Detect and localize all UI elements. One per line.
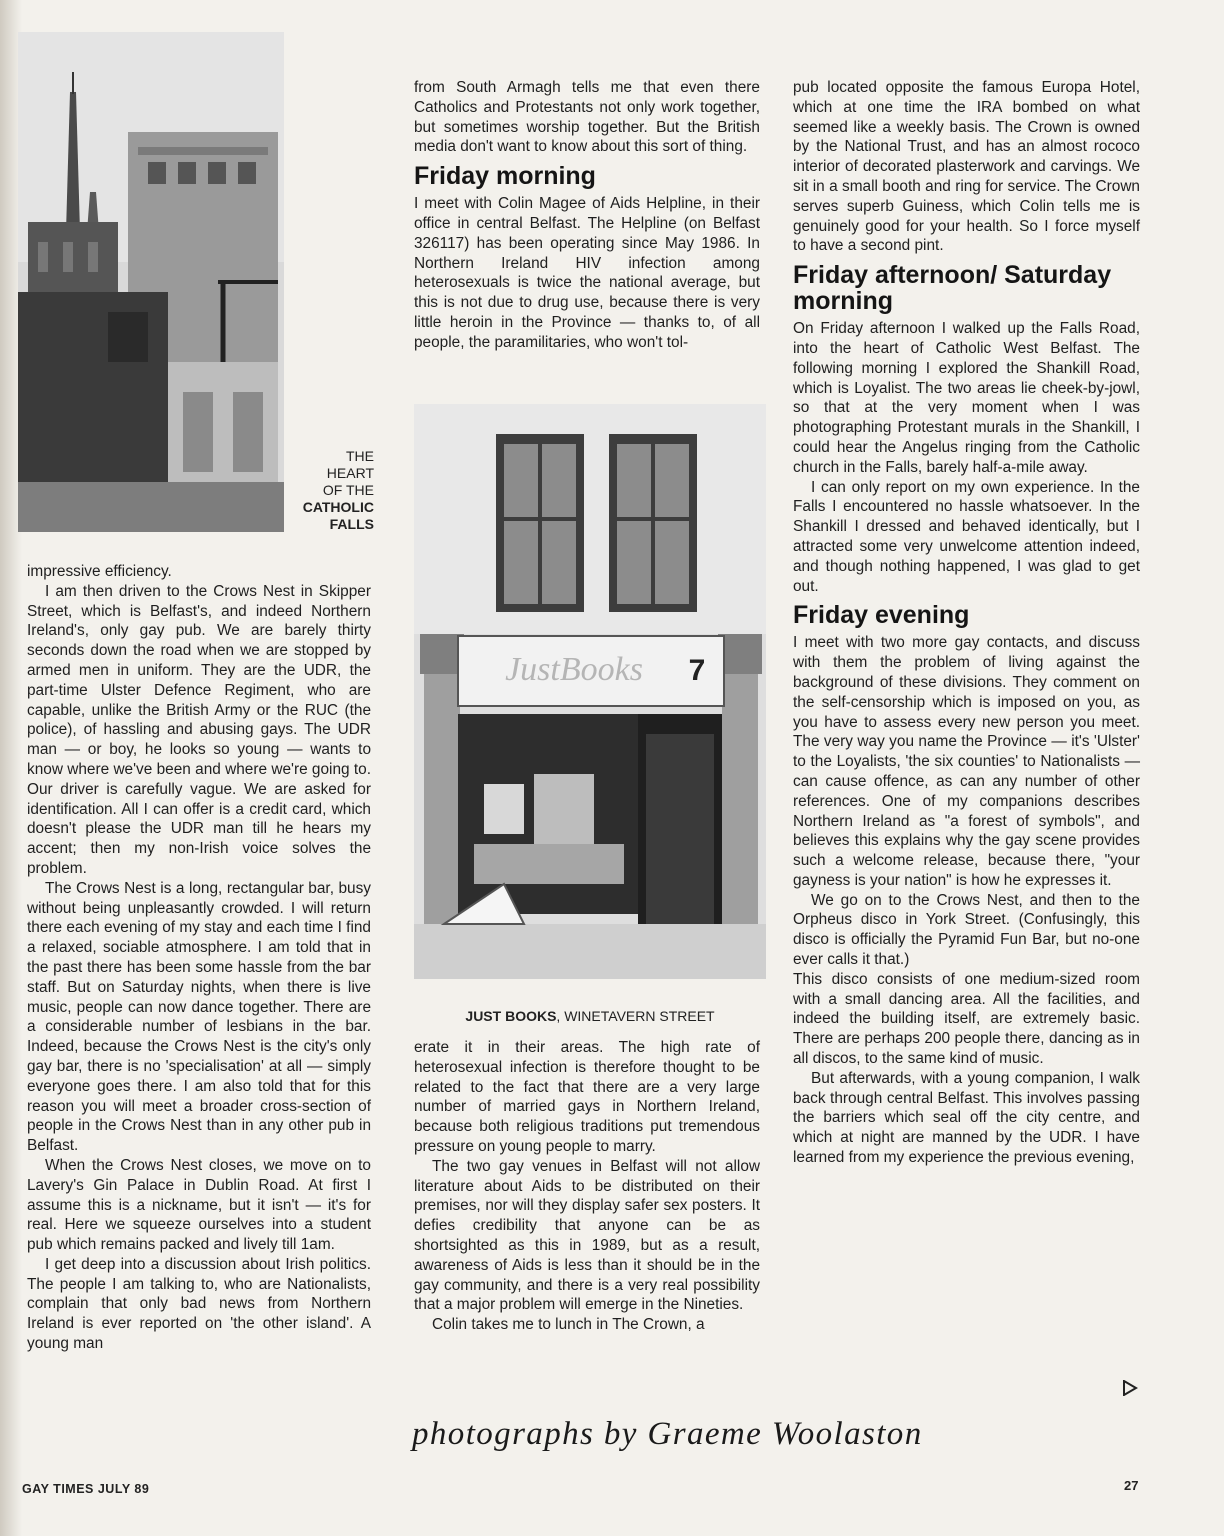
- heading-friday-morning: Friday morning: [414, 162, 596, 191]
- caption-books-bold: JUST BOOKS: [465, 1008, 557, 1024]
- footer-page-number: 27: [1124, 1478, 1139, 1493]
- col2-paragraph-5: Colin takes me to lunch in The Crown, a: [432, 1316, 705, 1334]
- col1-paragraph-1: impressive efficiency.: [27, 563, 172, 580]
- col3-paragraph-3: I can only report on my own experience. In the Falls I encountered no hassle whatsoever. In the Shankill I dressed and behaved identically, but I attracted some very unwelcome attention indeed, and though nothing happened, I was glad to get out.: [793, 478, 1140, 595]
- col2-paragraph-1: from South Armagh tells me that even there Catholics and Protestants not only work together, but sometimes worship together. But the British media don't want to know about this sort of thing.: [414, 79, 760, 156]
- col3-paragraph-5: We go on to the Crows Nest, and then to the Orpheus disco in York Street. (Confusingly, this disco is officially the Pyramid Fun Bar, but no-one ever calls it that.): [793, 891, 1140, 969]
- footer-magazine-issue: GAY TIMES JULY 89: [22, 1482, 150, 1496]
- caption-falls-line2: HEART: [326, 465, 374, 481]
- col3-paragraph-7: But afterwards, with a young companion, I walk back through central Belfast. This involves passing the barriers which seal off the city centre, and which at night are manned by the UDR. I have learned from my experience the previous evening,: [793, 1069, 1140, 1167]
- col1-paragraph-5: I get deep into a discussion about Irish politics. The people I am talking to, who are Nationalists, complain that only bad news from Northern Ireland is ever reported on 'the other island'. A young man: [27, 1255, 371, 1353]
- just-books-shopfront-illustration: [414, 404, 766, 979]
- col3-paragraph-2: On Friday afternoon I walked up the Falls Road, into the heart of Catholic West Belfast. The following morning I explored the Shankill Road, which is Loyalist. The two areas lie cheek-by-jowl, so that at the very moment when I was photographing Protestant murals in the Shankill, I could hear the Angelus ringing from the Catholic church in the Falls, barely half-a-mile away.: [793, 320, 1140, 476]
- col3-paragraph-1: pub located opposite the famous Europa Hotel, which at one time the IRA bombed on what seemed like a weekly basis. The Crown is owned by the National Trust, and has an almost rococo interior of decorated plasterwork and carvings. We sit in a small booth and ring for service. The Crown serves superb Guiness, which Colin tells me is genuinely good for your health. So I force myself to have a second pint.: [793, 79, 1140, 255]
- article-column-2: [414, 78, 760, 353]
- caption-falls-line1: THE: [346, 448, 374, 464]
- col3-paragraph-6: This disco consists of one medium-sized room with a small dancing area. All the facilities, and indeed the building itself, are extremely basic. There are perhaps 200 people there, dancing as in all discos, to the same kind of music.: [793, 970, 1140, 1068]
- heading-friday-afternoon: Friday afternoon/ Saturday morning: [793, 261, 1112, 316]
- caption-catholic-falls: [272, 448, 374, 533]
- col2-paragraph-3: erate it in their areas. The high rate of heterosexual infection is therefore thought to be related to the fact that there are a very large number of married gays in Northern Ireland, because both religious traditions put tremendous pressure on young people to marry.: [414, 1039, 760, 1155]
- caption-falls-line5: FALLS: [329, 516, 374, 532]
- col1-paragraph-4: When the Crows Nest closes, we move on to Lavery's Gin Palace in Dublin Road. At first I assume this is a nickname, but it isn't — it's for real. Here we squeeze ourselves into a student pub which remains packed and lively till 1am.: [27, 1156, 371, 1254]
- col2-paragraph-4: The two gay venues in Belfast will not allow literature about Aids to be distributed on their premises, nor will they display safer sex posters. It defies credibility that anyone can be as shortsighted as this in 1989, but as a result, awareness of Aids is less than it should be in the gay community, and there is a very real possibility that a major problem will emerge in the Nineties.: [414, 1157, 760, 1314]
- caption-falls-line3: OF THE: [322, 482, 374, 498]
- caption-falls-line4: CATHOLIC: [302, 499, 374, 515]
- photo-credit: photographs by Graeme Woolaston: [412, 1416, 923, 1452]
- sign-number-text: 7: [688, 654, 706, 687]
- col2-paragraph-2: I meet with Colin Magee of Aids Helpline, in their office in central Belfast. The Helpline (on Belfast 326117) has been operating since May 1986. In Northern Ireland HIV infection among heterosexuals is twice the national average, but this is not due to drug use, because there is very little heroin in the Province — thanks to, of all people, the paramilitaries, who won't tol-: [414, 195, 760, 351]
- col1-paragraph-2: I am then driven to the Crows Nest in Skipper Street, which is Belfast's, and indeed Northern Ireland's, only gay pub. We are barely thirty seconds down the road when we are stopped by armed men in uniform. They are the UDR, the part-time Ulster Defence Regiment, who are capable, unlike the British Army or the RUC (the police), of hassling and abusing gays. The UDR man — or boy, he looks so young — wants to know where we've been and where we're going to. Our driver is carefully vague. We are asked for identification. All I can offer is a credit card, which doesn't please the UDR man till he hears my accent; then my non-Irish voice solves the problem.: [27, 582, 371, 877]
- photo-just-books: [414, 404, 766, 979]
- heading-friday-evening: Friday evening: [793, 601, 970, 630]
- falls-street-illustration: [18, 32, 284, 532]
- col3-paragraph-4: I meet with two more gay contacts, and discuss with them the problem of living against the background of these divisions. They comment on the self-censorship which is imposed on you, as you have to assess every new person you meet. The very way you name the Province — it's 'Ulster' to the Loyalists, 'the six counties' to Nationalists — can cause offence, as can any number of other references. One of my companions describes Northern Ireland as "a forest of symbols", and believes this explains why the gay scene provides such a welcome release, because there, "your gayness is your nation" is how he expresses it.: [793, 634, 1140, 889]
- caption-books-rest: , WINETAVERN STREET: [556, 1008, 715, 1024]
- article-column-3: [793, 78, 1140, 1168]
- photo-catholic-falls: [18, 32, 284, 532]
- col1-paragraph-3: The Crows Nest is a long, rectangular bar, busy without being unpleasantly crowded. I will return there each evening of my stay and each time I find a relaxed, sociable atmosphere. I am told that in the past there has been some hassle from the bar staff. But on Saturday nights, when there is live music, people can now dance together. There are a considerable number of lesbians in the bar. Indeed, because the Crows Nest is the city's only gay bar, there is no 'specialisation' at all — simply everyone goes there. I am also told that for this reason you will meet a broader cross-section of people in the Crows Nest than in any other pub in Belfast.: [27, 879, 371, 1155]
- article-column-2-continued: [414, 1038, 760, 1335]
- sign-just-books-text: JustBooks: [505, 651, 643, 688]
- continue-arrow-icon: [1122, 1380, 1138, 1396]
- article-column-1: [27, 562, 371, 1354]
- caption-just-books: [414, 1008, 766, 1024]
